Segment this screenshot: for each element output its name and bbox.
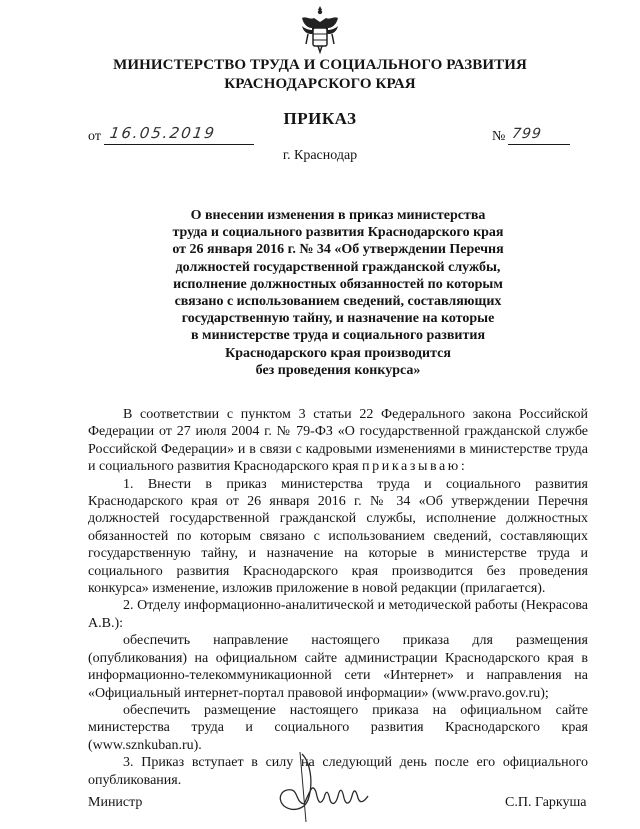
order-body xyxy=(88,406,588,789)
coat-of-arms-icon xyxy=(298,4,342,56)
ministry-name-line2: КРАСНОДАРСКОГО КРАЯ xyxy=(224,76,416,92)
city: г. Краснодар xyxy=(282,148,358,163)
date-underline xyxy=(104,144,254,145)
item-2: 2. Отделу информационно-аналитической и методической работы (Некрасова А.В.): xyxy=(88,598,588,631)
date-prefix: от xyxy=(88,129,101,144)
heading-line: государственную тайну, и назначение на которые xyxy=(181,311,495,327)
order-number: 799 xyxy=(510,126,543,142)
number-underline xyxy=(508,144,570,145)
heading-line: труда и социального развития Краснодарского края xyxy=(172,225,504,241)
heading-line: должностей государственной гражданской службы, xyxy=(175,259,501,275)
item-1: 1. Внести в приказ министерства труда и социального развития Краснодарского края от 26 января 2016 г. № 34 «Об утверждении Перечня должностей государственной гражданской службы, исполнение должностных обязанностей по которым связано с использованием сведений, составляющих государственную тайну, и назначение на которые в министерстве труда и социального развития Краснодарского края производится без проведения конкурса» изменение, изложив приложение в новой редакции (прилагается). xyxy=(88,476,588,597)
preamble-paragraph xyxy=(88,406,588,476)
handwritten-signature xyxy=(262,752,372,824)
order-date: 16.05.2019 xyxy=(108,124,218,142)
heading-line: Краснодарского края производится xyxy=(225,345,451,361)
prikazyvayu-word: приказываю: xyxy=(362,459,468,475)
document-type: ПРИКАЗ xyxy=(283,109,357,128)
heading-line: связано с использованием сведений, составляющих xyxy=(174,294,502,310)
ministry-name-line1: МИНИСТЕРСТВО ТРУДА И СОЦИАЛЬНОГО РАЗВИТИЯ xyxy=(113,57,527,73)
item-2-sub-a: обеспечить направление настоящего приказа для размещения (опубликования) на официальном сайте администрации Краснодарского края в информационно-телекоммуникационной сети «Интернет» и направления на «Официальный интернет-портал правовой информации» (www.pravo.gov.ru); xyxy=(88,633,588,701)
signatory-position: Министр xyxy=(88,795,143,810)
item-3: 3. Приказ вступает в силу на следующий день после его официального опубликования. xyxy=(88,755,588,788)
order-heading xyxy=(150,207,526,379)
number-prefix: № xyxy=(492,129,506,144)
heading-line: в министерстве труда и социального развития xyxy=(190,328,486,344)
heading-line: О внесении изменения в приказ министерства xyxy=(190,208,486,223)
item-2-sub-b: обеспечить размещение настоящего приказа на официальном сайте министерства труда и социального развития Краснодарского края (www.sznkuban.ru). xyxy=(88,702,588,753)
heading-line: без проведения конкурса» xyxy=(255,362,421,378)
preamble-text: В соответствии с пунктом 3 статьи 22 Федерального закона Российской Федерации от 27 июля 2004 г. № 79-ФЗ «О государственной гражданской службе Российской Федерации» и в связи с кадровыми изменениями в министерстве труда и социального развития Краснодарского края xyxy=(88,407,588,475)
heading-line: от 26 января 2016 г. № 34 «Об утверждении Перечня xyxy=(172,242,504,258)
signatory-name: С.П. Гаркуша xyxy=(505,795,587,810)
heading-line: исполнение должностных обязанностей по которым xyxy=(173,276,503,292)
